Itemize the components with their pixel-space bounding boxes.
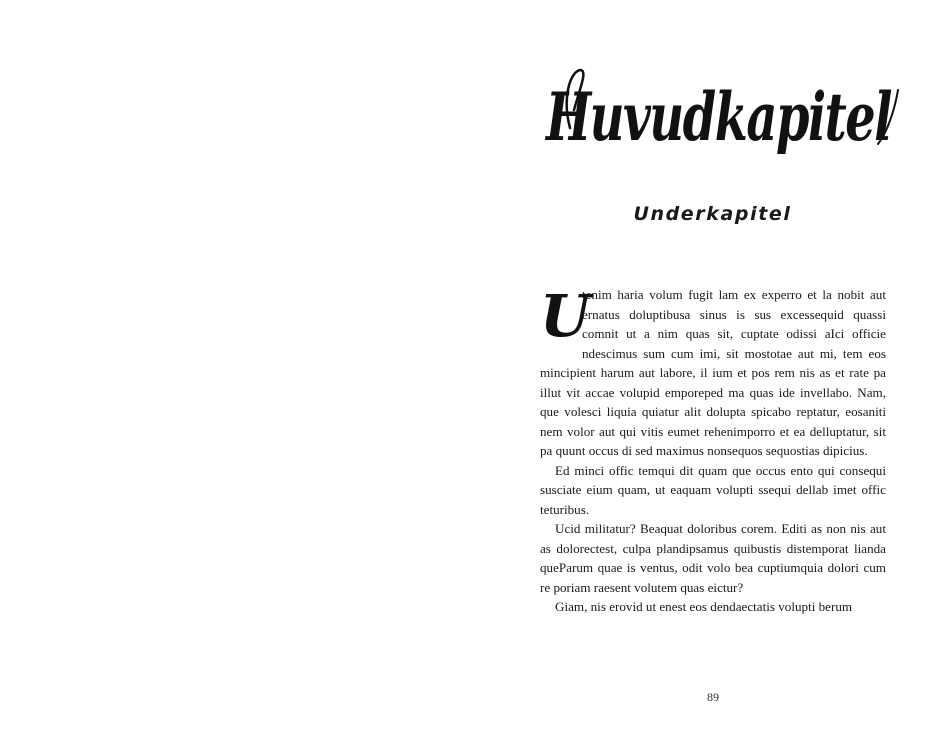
- paragraph-4: Giam, nis erovid ut enest eos dendaectatis volupti berum: [555, 599, 853, 614]
- drop-cap: [540, 282, 591, 350]
- paragraph-first: [540, 282, 886, 461]
- chapter-title: [540, 58, 900, 178]
- page-number: 89: [707, 690, 719, 704]
- chapter-title-script: [540, 58, 900, 178]
- drop-cap-glyph: [540, 282, 591, 350]
- paragraph-3: Ucid militatur? Beaquat doloribus corem. Editi as non nis aut as dolorectest, culpa plandipsamus quibustis distemporat lianda queParum quae is ventus, odit volo bea cuptiumquia dolori cum re poriam raesent volutem quas eictur?: [540, 521, 886, 595]
- paragraph-1-text: tenim haria volum fugit lam ex experro et la nobit aut ernatus doluptibusa sinus is sus excessequid quassi comnit ut a nim quas sit, cuptate odissi aIci officie ndescimus sum cum imi, sit mostotae aut mi, tem eos mincipient harum aut labore, il ium et pos rem nis as et rate pa illut vit accae volupid emporeped ma quas ide invellabo. Nam, que volesci liquia quiatur alit dolupta spicabo reptatur, eosaniti nem volor aut qui vitis eumet rehenimporro et ea delluptatur, sit pa quunt occus di sed maximus nonsequos sequostias dipicius.: [540, 287, 886, 458]
- body-text: [540, 282, 886, 617]
- left-page: [0, 0, 472, 748]
- drop-cap-letter: U: [540, 282, 591, 350]
- paragraph-2: Ed minci offic temqui dit quam que occus ento qui consequi susciate eium quam, ut eaquam volupti ssequi dellab imet offic teturibus.: [540, 462, 886, 517]
- chapter-title-text: Huvudkapitel: [544, 78, 892, 156]
- chapter-subtitle: Underkapitel: [633, 203, 792, 225]
